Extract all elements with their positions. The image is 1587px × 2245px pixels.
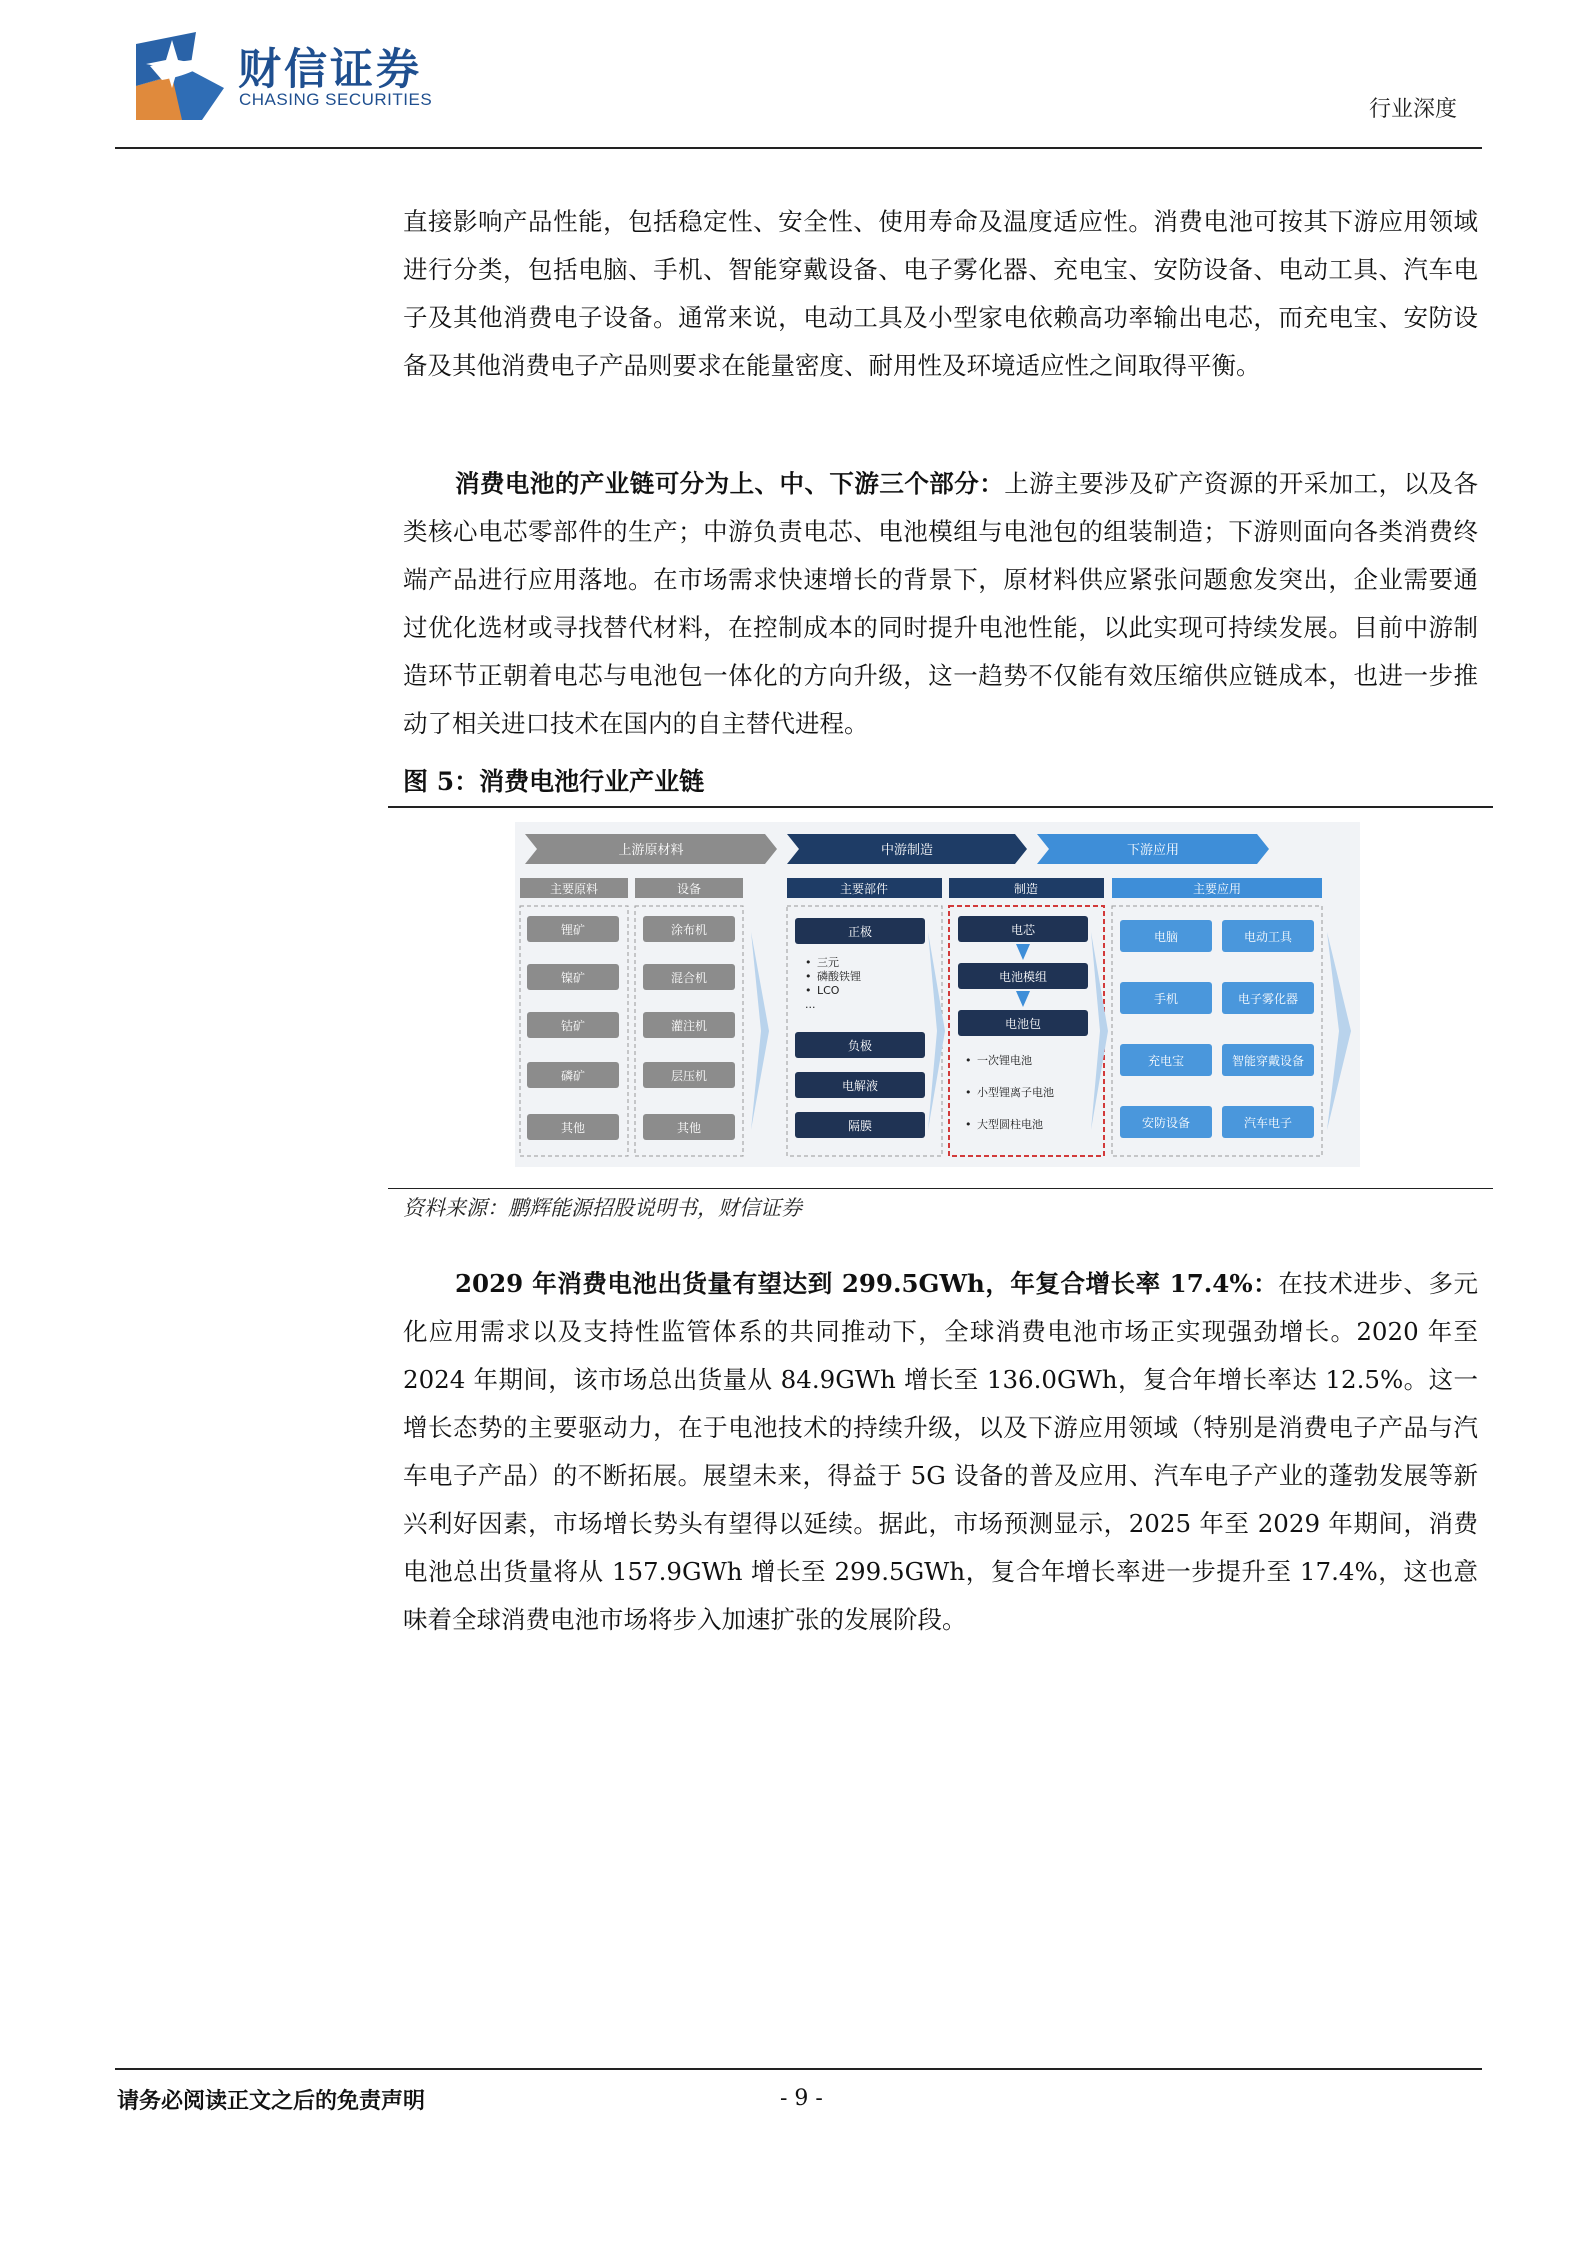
battery-type: 一次锂电池: [977, 1054, 1032, 1067]
col-header-parts: 主要部件: [839, 882, 889, 896]
mfg-pack: 电池包: [1004, 1017, 1042, 1031]
col-header-manufacturing: 制造: [1013, 882, 1039, 896]
part-cathode: 正极: [847, 925, 873, 939]
footer-divider: [115, 2068, 1482, 2070]
material-item: 其他: [560, 1121, 586, 1135]
stage-label-downstream: 下游应用: [1126, 843, 1180, 858]
cathode-type: ...: [805, 998, 816, 1011]
application-item: 充电宝: [1147, 1054, 1185, 1068]
material-item: 钴矿: [560, 1019, 586, 1033]
paragraph-3-lead: 2029 年消费电池出货量有望达到 299.5GWh，年复合增长率 17.4%：: [455, 1269, 1279, 1298]
cathode-type: LCO: [817, 984, 840, 997]
equipment-item: 其他: [676, 1121, 702, 1135]
material-item: 镍矿: [560, 971, 586, 985]
part-anode: 负极: [847, 1039, 873, 1053]
figure-top-rule: [388, 806, 1493, 808]
equipment-item: 混合机: [670, 971, 708, 985]
page-number: - 9 -: [780, 2086, 823, 2111]
paragraph-3: [403, 1260, 1478, 1644]
mfg-module: 电池模组: [998, 970, 1048, 984]
col-header-equipment: 设备: [676, 882, 702, 896]
application-item: 安防设备: [1141, 1116, 1191, 1130]
stage-label-midstream: 中游制造: [880, 843, 934, 858]
application-item: 电子雾化器: [1237, 992, 1299, 1006]
application-item: 电动工具: [1243, 930, 1293, 944]
svg-text:•: •: [805, 984, 812, 997]
cathode-type: •: [805, 956, 812, 969]
figure-title: 图 5：消费电池行业产业链: [403, 767, 705, 796]
paragraph-3-text: 在技术进步、多元化应用需求以及支持性监管体系的共同推动下，全球消费电池市场正实现强劲增长。2020 年至 2024 年期间，该市场总出货量从 84.9GWh 增长至 136.0GWh，复合年增长率达 12.5%。这一增长态势的主要驱动力，在于电池技术的持续升级，以及下游应用领域（特别是消费电子产品与汽车电子产品）的不断拓展。展望未来，得益于 5G 设备的普及应用、汽车电子产业的蓬勃发展等新兴利好因素，市场增长势头有望得以延续。据此，市场预测显示，2025 年至 2029 年期间，消费电池总出货量将从 157.9GWh 增长至 299.5GWh，复合年增长率进一步提升至 17.4%，这也意味着全球消费电池市场将步入加速扩张的发展阶段。: [403, 1269, 1479, 1634]
equipment-item: 灌注机: [670, 1019, 708, 1033]
col-header-applications: 主要应用: [1192, 882, 1242, 896]
equipment-item: 层压机: [670, 1069, 708, 1083]
application-item: 电脑: [1153, 930, 1179, 944]
cathode-type: 三元: [817, 956, 839, 969]
stage-label-upstream: 上游原材料: [618, 843, 684, 858]
paragraph-2: [403, 460, 1478, 748]
col-header-materials: 主要原料: [549, 882, 599, 896]
battery-type: 大型圆柱电池: [977, 1118, 1043, 1131]
disclaimer-notice: 请务必阅读正文之后的免责声明: [117, 2088, 426, 2114]
paragraph-1: 直接影响产品性能，包括稳定性、安全性、使用寿命及温度适应性。消费电池可按其下游应用领域进行分类，包括电脑、手机、智能穿戴设备、电子雾化器、充电宝、安防设备、电动工具、汽车电子及其他消费电子设备。通常来说，电动工具及小型家电依赖高功率输出电芯，而充电宝、安防设备及其他消费电子产品则要求在能量密度、耐用性及环境适应性之间取得平衡。: [403, 207, 1478, 380]
brand-name-en: CHASING SECURITIES: [239, 90, 433, 109]
part-separator: 隔膜: [847, 1119, 873, 1133]
equipment-item: 涂布机: [670, 923, 708, 937]
header-divider: [115, 147, 1482, 149]
mfg-cell: 电芯: [1010, 923, 1036, 937]
paragraph-2-lead: 消费电池的产业链可分为上、中、下游三个部分：: [455, 469, 1005, 498]
svg-text:•: •: [965, 1118, 972, 1131]
industry-chain-diagram: [515, 822, 1360, 1167]
material-item: 锂矿: [560, 923, 586, 937]
part-electrolyte: 电解液: [841, 1079, 879, 1093]
figure-source: 资料来源：鹏辉能源招股说明书，财信证券: [403, 1196, 802, 1220]
battery-type: 小型锂离子电池: [977, 1086, 1054, 1099]
figure-bottom-rule: [388, 1188, 1493, 1189]
material-item: 磷矿: [560, 1069, 586, 1083]
application-item: 汽车电子: [1243, 1116, 1293, 1130]
cathode-type: 磷酸铁锂: [817, 970, 861, 983]
company-logo: [132, 30, 228, 122]
svg-text:•: •: [805, 970, 812, 983]
svg-text:•: •: [965, 1086, 972, 1099]
application-item: 智能穿戴设备: [1231, 1054, 1305, 1068]
brand-name-cn: 财信证券: [238, 45, 422, 95]
report-type-label: 行业深度: [1368, 97, 1457, 122]
application-item: 手机: [1153, 992, 1179, 1006]
paragraph-2-text: 上游主要涉及矿产资源的开采加工，以及各类核心电芯零部件的生产；中游负责电芯、电池模组与电池包的组装制造；下游则面向各类消费终端产品进行应用落地。在市场需求快速增长的背景下，原材料供应紧张问题愈发突出，企业需要通过优化选材或寻找替代材料，在控制成本的同时提升电池性能，以此实现可持续发展。目前中游制造环节正朝着电芯与电池包一体化的方向升级，这一趋势不仅能有效压缩供应链成本，也进一步推动了相关进口技术在国内的自主替代进程。: [403, 469, 1479, 738]
svg-text:•: •: [965, 1054, 972, 1067]
